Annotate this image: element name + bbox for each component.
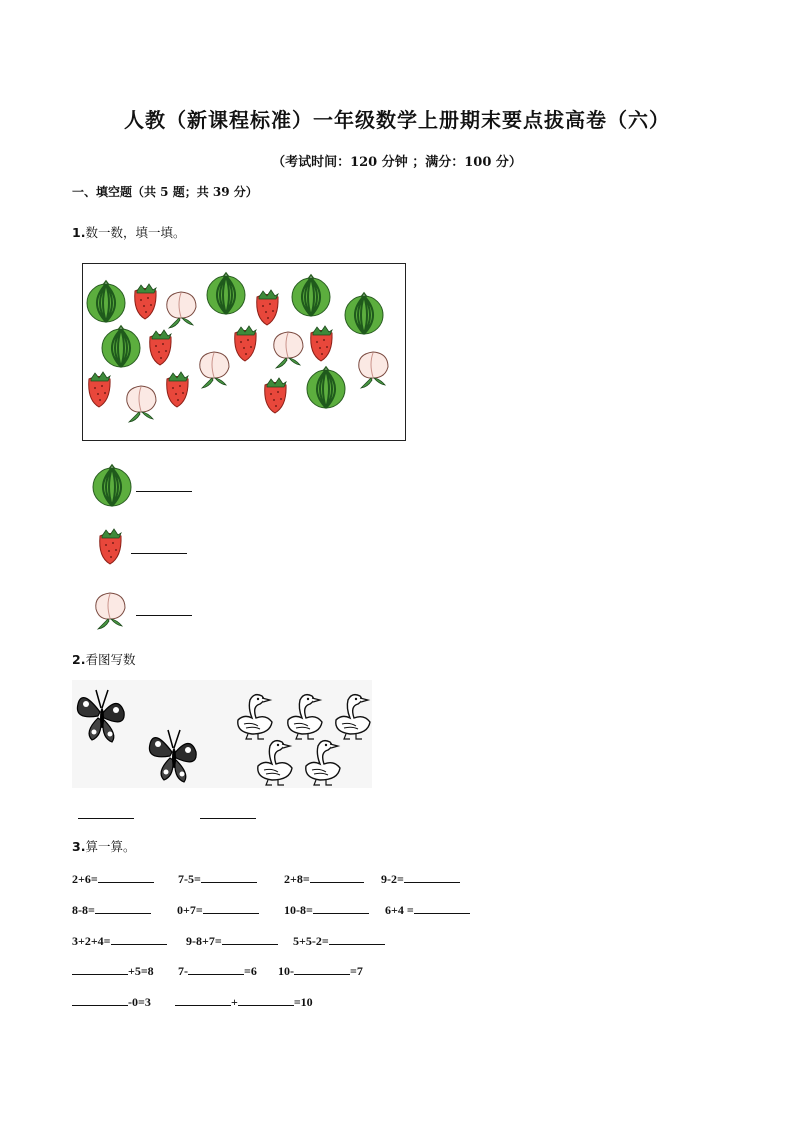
calc-item: 0+7= [177, 901, 259, 918]
exam-subtitle: （考试时间：120 分钟 ；满分：100 分） [272, 155, 522, 170]
calc-item: 8-8= [72, 901, 151, 918]
fruit-picture-box [82, 263, 406, 441]
question-3-text: 算一算。 [85, 839, 136, 854]
strawberry-icon [135, 284, 156, 319]
peach-icon [274, 332, 303, 368]
duck-count-blank[interactable] [200, 818, 256, 819]
answer-blank[interactable] [203, 901, 259, 914]
strawberry-count-blank[interactable] [131, 553, 187, 554]
calc-item: 5+5-2= [293, 932, 385, 949]
animal-picture [72, 680, 372, 788]
strawberry-icon [265, 378, 286, 413]
answer-blank[interactable] [294, 962, 350, 975]
answer-blank[interactable] [222, 932, 278, 945]
duck-icon [258, 741, 292, 785]
calc-item: 7-5= [178, 870, 257, 887]
calc-item: 2+8= [284, 870, 364, 887]
calc-item: 3+2+4= [72, 932, 167, 949]
calc-item: 9-2= [381, 870, 460, 887]
answer-blank[interactable] [72, 962, 128, 975]
question-1-text: 数一数，填一填。 [85, 225, 186, 240]
question-2-text: 看图写数 [85, 652, 136, 667]
watermelon-icon [345, 293, 383, 334]
exam-title: 人教（新课程标准）一年级数学上册期末要点拔高卷（六） [124, 108, 670, 132]
butterfly-count-blank[interactable] [78, 818, 134, 819]
answer-blank[interactable] [95, 901, 151, 914]
question-3 [72, 837, 135, 855]
strawberry-icon [311, 326, 332, 361]
strawberry-icon [235, 326, 256, 361]
answer-blank[interactable] [98, 870, 154, 883]
answer-blank[interactable] [238, 993, 294, 1006]
strawberry-icon [150, 330, 171, 365]
strawberry-icon [94, 526, 126, 566]
peach-icon [167, 292, 196, 328]
answer-blank[interactable] [310, 870, 364, 883]
duck-icon [306, 741, 340, 785]
peach-icon [200, 352, 229, 388]
strawberry-icon [167, 372, 188, 407]
animal-illustration [72, 680, 372, 788]
calc-item: 9-8+7= [186, 932, 278, 949]
watermelon-icon [207, 273, 245, 314]
duck-icon [288, 695, 322, 739]
watermelon-icon [102, 326, 140, 367]
peach-icon [359, 352, 388, 388]
answer-blank[interactable] [72, 993, 128, 1006]
answer-blank[interactable] [188, 962, 244, 975]
question-1 [72, 223, 185, 241]
calc-item: 10- =7 [278, 964, 363, 978]
answer-blank[interactable] [111, 932, 167, 945]
calc-item: 2+6= [72, 870, 154, 887]
watermelon-icon [292, 275, 330, 316]
butterfly-icon [77, 690, 124, 742]
answer-blank[interactable] [329, 932, 385, 945]
butterfly-icon [149, 730, 196, 782]
strawberry-icon [89, 372, 110, 407]
calc-item: + =10 [175, 993, 313, 1010]
watermelon-icon [90, 462, 134, 510]
answer-blank[interactable] [414, 901, 470, 914]
question-2-number: 2. [72, 652, 86, 667]
question-2 [72, 650, 135, 668]
answer-blank[interactable] [313, 901, 369, 914]
watermelon-icon [87, 281, 125, 322]
watermelon-icon [307, 367, 345, 408]
peach-icon [88, 588, 132, 634]
calc-item: +5=8 [72, 962, 154, 979]
calc-item: -0=3 [72, 993, 151, 1010]
fruit-illustration [83, 264, 405, 440]
strawberry-icon [257, 290, 278, 325]
calc-item: 10-8= [284, 901, 369, 918]
section-heading: 一、填空题（共 5 题；共 39 分） [72, 185, 258, 199]
calc-item: 7- =6 [178, 964, 257, 978]
answer-blank[interactable] [175, 993, 231, 1006]
answer-blank[interactable] [201, 870, 257, 883]
calc-item: 6+4 = [385, 901, 470, 918]
question-1-number: 1. [72, 225, 86, 240]
peach-icon [127, 386, 156, 422]
duck-icon [238, 695, 272, 739]
duck-icon [336, 695, 370, 739]
question-3-number: 3. [72, 839, 86, 854]
watermelon-count-blank[interactable] [136, 491, 192, 492]
peach-count-blank[interactable] [136, 615, 192, 616]
answer-blank[interactable] [404, 870, 460, 883]
